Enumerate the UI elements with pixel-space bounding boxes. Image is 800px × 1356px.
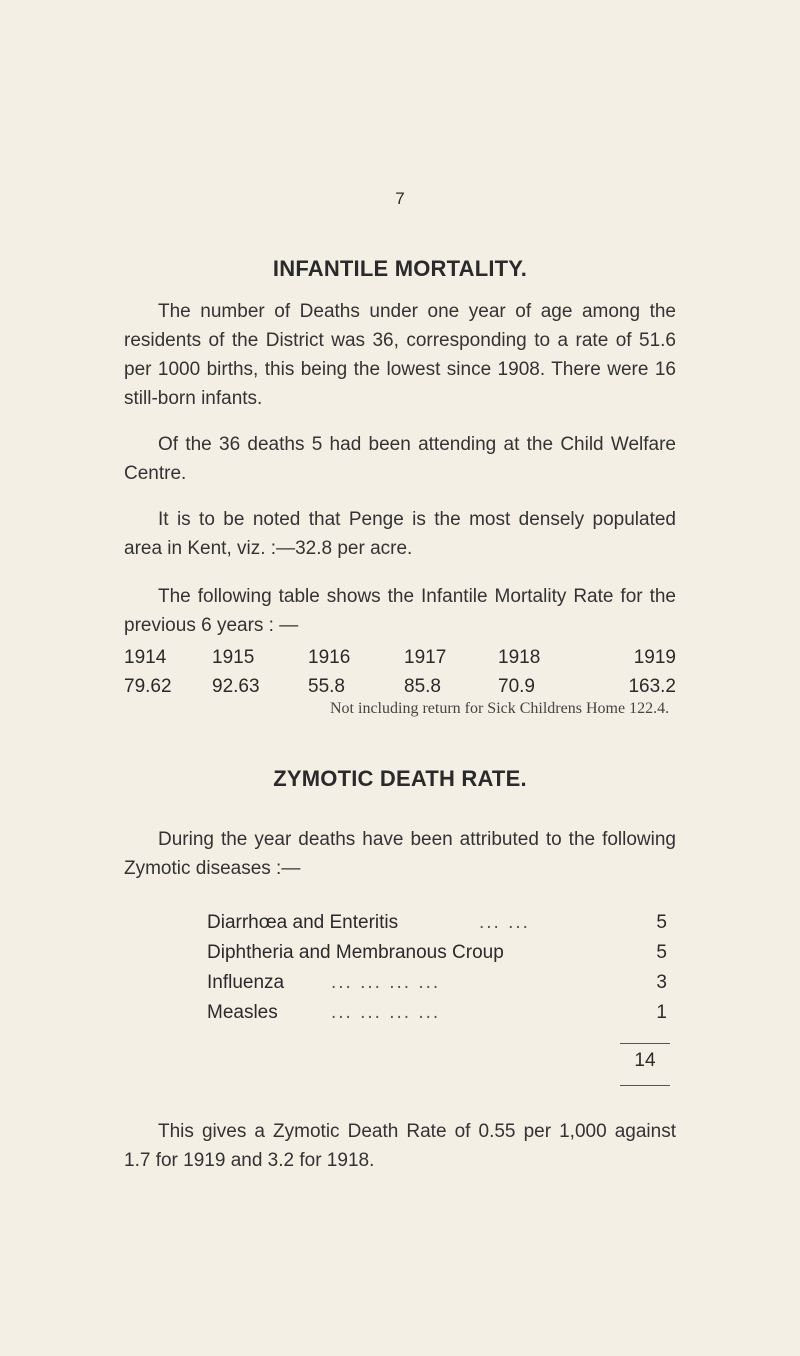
disease-name: Diarrhœa and Enteritis [207,912,399,933]
year-cell: 1916 [308,646,351,668]
year-cell: 1915 [212,646,255,668]
disease-total: 14 [634,1050,656,1071]
infantile-rate-table [124,643,676,701]
year-cell: 1919 [633,646,676,668]
list-item [207,1002,667,1031]
leader-dots: ... ... [479,912,530,933]
list-item [207,912,667,941]
rate-cell: 55.8 [308,675,345,697]
leader-dots: ... ... ... ... [331,972,441,993]
infantile-paragraph-1: The number of Deaths under one year of age among the residents of the District was 36, corresponding to a rate of 51.6 per 1000 births, this being the lowest since 1908. There were 16 still-born infants. [124,301,676,409]
disease-name: Influenza [207,972,285,993]
disease-count: 5 [656,912,667,933]
sum-rule-bottom [620,1085,670,1086]
year-cell: 1918 [498,646,541,668]
list-item [207,972,667,1001]
infantile-paragraph-4: The following table shows the Infantile Mortality Rate for the previous 6 years : — [124,586,676,636]
rate-cell: 85.8 [404,675,441,697]
table-row-rates [124,672,676,701]
leader-dots: ... ... ... ... [331,1002,441,1023]
rate-cell: 163.2 [628,675,676,697]
zymotic-intro: During the year deaths have been attributed to the following Zymotic diseases :— [124,829,676,879]
page-number: 7 [395,189,405,208]
table-note: Not including return for Sick Childrens Home 122.4. [330,700,670,717]
disease-count: 3 [656,972,667,993]
year-cell: 1917 [404,646,447,668]
rate-cell: 92.63 [212,675,260,697]
disease-name: Diphtheria and Membranous Croup [207,942,504,963]
disease-name: Measles [207,1002,278,1023]
disease-count: 1 [656,1002,667,1023]
list-item [207,942,667,971]
zymotic-death-rate-heading: ZYMOTIC DEATH RATE. [273,766,527,791]
rate-cell: 70.9 [498,675,535,697]
infantile-paragraph-3: It is to be noted that Penge is the most densely populated area in Kent, viz. :—32.8 per acre. [124,509,676,559]
zymotic-conclusion: This gives a Zymotic Death Rate of 0.55 per 1,000 against 1.7 for 1919 and 3.2 for 1918. [124,1121,676,1171]
rate-cell: 79.62 [124,675,172,697]
sum-rule-top [620,1043,670,1044]
infantile-paragraph-2: Of the 36 deaths 5 had been attending at the Child Welfare Centre. [124,434,676,484]
infantile-mortality-heading: INFANTILE MORTALITY. [272,256,528,281]
table-row-years [124,643,676,672]
disease-count: 5 [656,942,667,963]
year-cell: 1914 [124,646,167,668]
